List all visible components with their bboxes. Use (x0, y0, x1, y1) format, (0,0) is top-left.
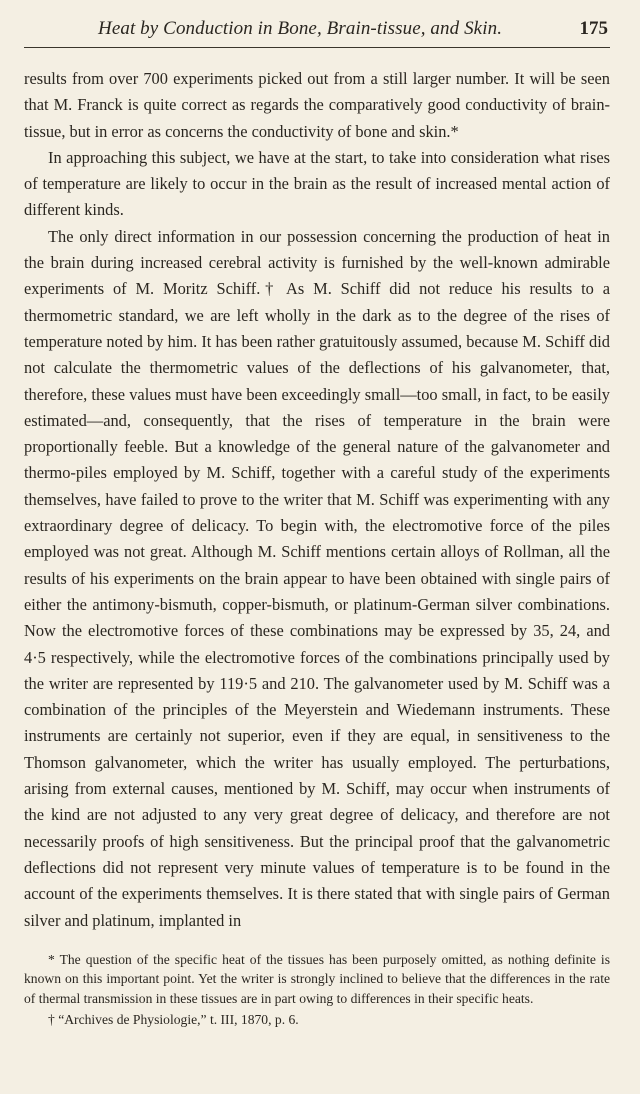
footnote: * The question of the specific heat of the tissues has been purposely omitted, as nothing definite is known on this important point. Yet the writer is strongly inclined to believe that the differences in the rate of thermal transmission in these tissues are in part owing to differences in their specific heats. (24, 951, 610, 1006)
footnotes (24, 950, 610, 1029)
paragraph: In approaching this subject, we have at the start, to take into consideration what rises of temperature are likely to occur in the brain as the result of increased mental action of different kinds. (24, 147, 610, 220)
running-head (24, 18, 610, 48)
paragraph: results from over 700 experiments picked out from a still larger number. It will be seen that M. Franck is quite correct as regards the comparatively good conductivity of brain-tissue, but in error as concerns the conductivity of bone and skin.* (24, 69, 610, 141)
footnote: † “Archives de Physiologie,” t. III, 1870, p. 6. (48, 1011, 299, 1027)
running-title: Heat by Conduction in Bone, Brain-tissue, and Skin. (98, 18, 503, 39)
page-number: 175 (579, 18, 608, 39)
paragraph: The only direct information in our possession concerning the production of heat in the brain during increased cerebral activity is furnished by the well-known admirable experiments of M. Moritz Schiff.† As M. Schiff did not reduce his results to a thermometric standard, we are left wholly in the dark as to the degree of the rises of temperature noted by him. It has been rather gratuitously assumed, because M. Schiff did not calculate the thermometric values of the deflections of his galvanometer, that, therefore, these values must have been exceedingly small—too small, in fact, to be easily estimated—and, consequently, that the rises of temperature in the brain were proportionally feeble. But a knowledge of the general nature of the galvanometer and thermo-piles employed by M. Schiff, together with a careful study of the experiments themselves, have failed to prove to the writer that M. Schiff was experimenting with any extraordinary degree of delicacy. To begin with, the electromotive force of the piles employed was not great. Although M. Schiff mentions certain alloys of Rollman, all the results of his experiments on the brain appear to have been obtained with single pairs of either the antimony-bismuth, copper-bismuth, or platinum-German silver combinations. Now the electromotive forces of these combinations may be expressed by 35, 24, and 4·5 respectively, while the electromotive forces of the combinations principally used by the writer are represented by 119·5 and 210. The galvanometer used by M. Schiff was a combination of the principles of the Meyerstein and Wiedemann instruments. These instruments are certainly not superior, even if they are equal, in sensitiveness to the Thomson galvanometer, which the writer has usually employed. The perturbations, arising from external causes, mentioned by M. Schiff, may occur when instruments of the kind are not adjusted to any very great degree of delicacy, and therefore are not necessarily proofs of high sensitiveness. But the principal proof that the galvanometric deflections did not represent very minute values of temperature is to be found in the account of the experiments themselves. It is there stated that with single pairs of German silver and platinum, implanted in (24, 226, 610, 930)
body-text (24, 66, 610, 934)
